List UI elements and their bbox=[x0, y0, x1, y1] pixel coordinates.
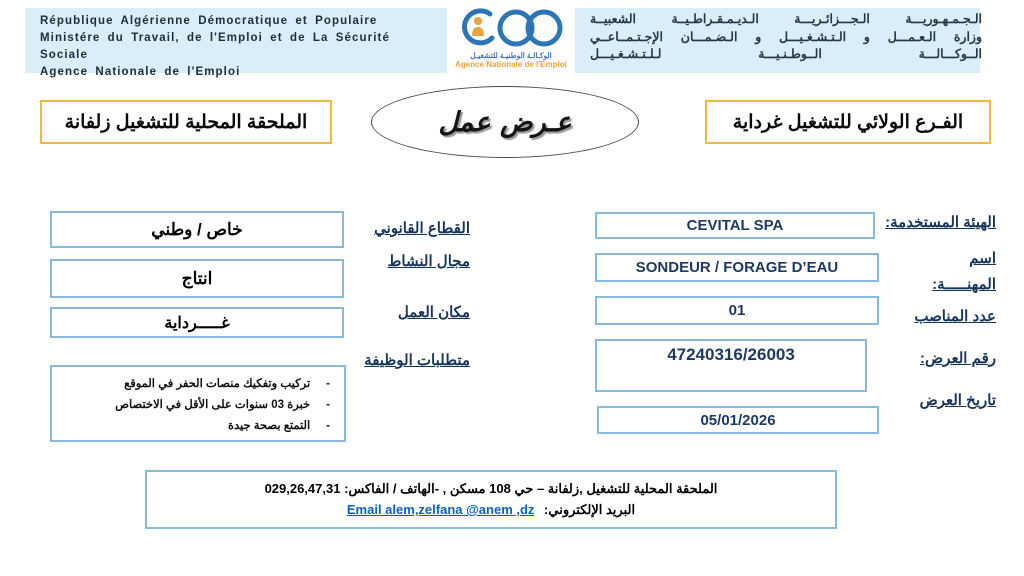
header-fr-line1: République Algérienne Démocratique et Populaire bbox=[40, 15, 378, 27]
local-annex-label: الملحقة المحلية للتشغيل زلفانة bbox=[64, 111, 308, 133]
work-place-value: غـــــرداية bbox=[164, 314, 230, 332]
offer-date-label: تاريخ العرض bbox=[919, 392, 996, 409]
positions-value-box bbox=[595, 296, 879, 325]
email-label: البريد الإلكتروني: bbox=[544, 502, 636, 517]
offer-number-label: رقم العرض: bbox=[920, 350, 996, 367]
positions-label: عدد المناصب bbox=[914, 308, 996, 325]
wilaya-branch-box bbox=[705, 100, 991, 144]
header-arabic-text bbox=[590, 11, 982, 64]
header-fr-line3: Agence Nationale de l'Emploi bbox=[40, 66, 241, 78]
logo-french-name: Agence Nationale de l'Emploi bbox=[455, 60, 567, 69]
footer-address-line: الملحقة المحلية للتشغيل ,زلفانة – حي 108 مسكن , -الهاتف / الفاكس: 029,26,47,31 bbox=[264, 481, 718, 496]
job-title-value-box bbox=[595, 253, 879, 282]
job-title-label-line2: المهنـــــة: bbox=[932, 276, 996, 293]
requirement-item: - التمتع بصحة جيدة bbox=[60, 416, 330, 437]
logo-arabic-name: الوكـالـة الوطنيـة للتشغيـل bbox=[470, 51, 552, 60]
legal-sector-value-box bbox=[50, 211, 344, 248]
work-place-label: مكان العمل bbox=[397, 304, 470, 321]
requirement-item: - تركيب وتفكيك منصات الحفر في الموقع bbox=[60, 374, 330, 395]
employer-label: الهيئة المستخدمة: bbox=[885, 214, 996, 231]
employer-value: CEVITAL SPA bbox=[686, 217, 784, 234]
header-fr-line2: Ministére du Travail, de l'Emploi et de La Sécurité Sociale bbox=[40, 32, 390, 61]
work-place-value-box bbox=[50, 307, 344, 338]
header-ar-line2: وزارة الـعـمـــل و الـتـشـغـيـــل و الـضـمـــان الإجـتـمــاعــي bbox=[590, 29, 982, 44]
requirements-label: متطلبات الوظيفة bbox=[364, 352, 470, 369]
legal-sector-value: خاص / وطني bbox=[151, 219, 243, 239]
email-link[interactable]: Email alem,zelfana @anem ,dz bbox=[346, 502, 535, 517]
header-ar-line1: الـجـمـهـوريـــة الـجـــزائـريـــة الـديـمـقـراطـيــة الشعبيــة bbox=[590, 12, 982, 26]
anem-logo bbox=[447, 2, 575, 76]
local-annex-box bbox=[40, 100, 332, 144]
contact-footer-box bbox=[145, 470, 837, 529]
requirements-list-box bbox=[50, 365, 346, 442]
activity-field-value: انتاج bbox=[181, 268, 213, 288]
header-french-text bbox=[40, 13, 432, 81]
requirement-item: - خبرة 03 سنوات على الأقل في الاختصاص bbox=[60, 395, 330, 416]
job-title-label-line1: اسم bbox=[969, 250, 996, 267]
activity-field-value-box bbox=[50, 259, 344, 298]
anem-logo-icon bbox=[450, 5, 572, 51]
legal-sector-label: القطاع القانوني bbox=[374, 220, 470, 237]
footer-email-line bbox=[147, 502, 835, 518]
job-offer-title: عـرض عمل bbox=[438, 106, 572, 138]
offer-date-value-box bbox=[597, 406, 879, 434]
job-title-value: SONDEUR / FORAGE D’EAU bbox=[635, 259, 839, 276]
job-offer-title-ellipse bbox=[371, 86, 639, 158]
activity-field-label: مجال النشاط bbox=[387, 253, 470, 270]
positions-value: 01 bbox=[728, 302, 746, 319]
offer-number-value-box bbox=[595, 339, 867, 392]
offer-date-value: 05/01/2026 bbox=[700, 411, 776, 429]
offer-number-value: 47240316/26003 bbox=[667, 345, 795, 364]
employer-value-box bbox=[595, 212, 875, 239]
header-ar-line3: الــوكـــالـــة الــوطـنـيـــة لـلـتـشـغـيـــل bbox=[590, 47, 982, 61]
wilaya-branch-label: الفـرع الولائي للتشغيل غرداية bbox=[732, 111, 964, 133]
